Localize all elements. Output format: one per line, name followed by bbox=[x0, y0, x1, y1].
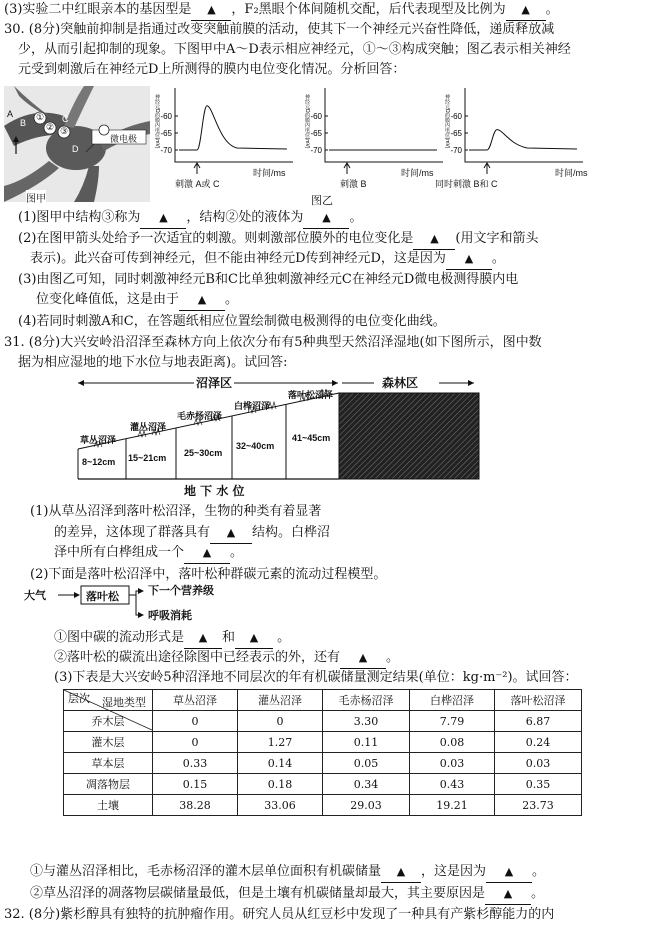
panel1-xlabel: 时间/ms bbox=[253, 168, 286, 178]
zone-4-name: 白桦沼泽 bbox=[234, 401, 271, 411]
label-B: B bbox=[20, 118, 27, 128]
axis bbox=[325, 88, 443, 162]
answer-blank[interactable]: ▲ bbox=[303, 208, 349, 229]
carbon-source: 大气 bbox=[24, 589, 46, 602]
panel3-stim: 同时刺激 B和 C bbox=[435, 179, 498, 189]
answer-blank[interactable]: ▲ bbox=[184, 628, 222, 649]
figure-jia bbox=[4, 86, 150, 205]
q30-stem-2: 少，从而引起抑制的现象。下图甲中A～D表示相应神经元，①～③构成突触；图乙表示相关神经 bbox=[18, 42, 571, 57]
carbon-flow-model bbox=[24, 586, 264, 626]
answer-blank[interactable]: ▲ bbox=[506, 0, 546, 21]
answer-blank[interactable]: ▲ bbox=[179, 290, 225, 311]
table-corner: 湿地类型 层次 bbox=[64, 690, 153, 711]
label-A: A bbox=[7, 109, 14, 119]
q31-sub1-cont: 的差异，这体现了群落具有 ▲ 结构。白桦沼 bbox=[54, 523, 330, 544]
forest-zone-title: 森林区 bbox=[382, 376, 419, 390]
col-header: 灌丛沼泽 bbox=[238, 690, 323, 711]
panel2-stim: 刺激 B bbox=[340, 179, 367, 189]
answer-blank[interactable]: ▲ bbox=[486, 862, 532, 883]
q30-sub4: (4)若同时刺激A和C，在答题纸相应位置绘制微电极测得的电位变化曲线。 bbox=[18, 314, 446, 329]
swamp-zone-title: 沼泽区 bbox=[196, 376, 233, 390]
q31-stem-1: 31. (8分)大兴安岭沿沼泽至森林方向上依次分布有5种典型天然沼泽湿地(如下图所示，图中数 bbox=[4, 335, 542, 350]
q30-sub3: (3)由图乙可知，同时刺激神经元B和C比单独刺激神经元C在神经元D微电极测得膜内电 bbox=[18, 272, 519, 287]
zone-2-depth: 15~21cm bbox=[128, 453, 167, 463]
answer-blank[interactable]: ▲ bbox=[485, 884, 531, 905]
q31-stem-2: 据为相应湿地的地下水位与地表距离)。试回答: bbox=[18, 355, 288, 370]
table-row: 草本层 0.33 0.14 0.05 0.03 0.03 bbox=[64, 753, 582, 774]
groundwater-label: 地 下 水 位 bbox=[184, 484, 245, 498]
answer-blank[interactable]: ▲ bbox=[413, 229, 455, 250]
q30-stem-1: 30. (8分)突触前抑制是指通过改变突触前膜的活动，使其下一个神经元兴奋性降低，递质释放减 bbox=[4, 22, 555, 37]
q31-sub1: (1)从草丛沼泽到落叶松沼泽，生物的种类有着显著 bbox=[30, 504, 322, 519]
q30-sub3-cont: 位变化峰值低，这是由于 ▲ 。 bbox=[36, 290, 238, 311]
figure-yi bbox=[155, 84, 645, 208]
carbon-out-respiration: 呼吸消耗 bbox=[148, 609, 192, 622]
figure-jia-caption: 图甲 bbox=[26, 190, 46, 205]
label-D: D bbox=[72, 144, 79, 154]
y-tick-label: -70 bbox=[450, 146, 462, 155]
zone-5-name: 落叶松沼泽 bbox=[288, 390, 334, 400]
carbon-node-larch: 落叶松 bbox=[86, 590, 119, 603]
zone-4-depth: 32~40cm bbox=[236, 441, 275, 451]
label-C: C bbox=[62, 114, 69, 124]
panel3-xlabel: 时间/ms bbox=[555, 168, 588, 178]
axis bbox=[175, 88, 293, 162]
q31-sub2-2: ②落叶松的碳流出途径除图中已经表示的外，还有 ▲ 。 bbox=[54, 648, 399, 669]
q30-sub2: (2)在图甲箭头处给予一次适宜的刺激。则刺激部位膜外的电位变化是 ▲ (用文字和箭头 bbox=[18, 229, 539, 250]
label-2: ② bbox=[46, 122, 55, 132]
zone-1-depth: 8~12cm bbox=[82, 457, 116, 467]
axis bbox=[465, 88, 583, 162]
answer-blank[interactable]: ▲ bbox=[140, 208, 186, 229]
y-tick-label: -65 bbox=[310, 129, 322, 138]
table-row: 灌木层 0 1.27 0.11 0.08 0.24 bbox=[64, 732, 582, 753]
panel2-xlabel: 时间/ms bbox=[401, 168, 434, 178]
table-row: 乔木层 0 0 3.30 7.79 6.87 bbox=[64, 711, 582, 732]
stimulus-arrow bbox=[484, 163, 490, 174]
carbon-storage-table bbox=[63, 689, 582, 816]
answer-blank[interactable]: ▲ bbox=[446, 249, 492, 270]
q31-sub3-1: ①与灌丛沼泽相比，毛赤杨沼泽的灌木层单位面积有机碳储量 ▲ ，这是因为 ▲ 。 bbox=[30, 862, 545, 883]
q31-sub3-2: ②草丛沼泽的凋落物层碳储量最低，但是土壤有机碳储量却最大，其主要原因是 ▲ 。 bbox=[30, 884, 544, 905]
y-axis-label: 神经元D的膜内电位(mV) bbox=[304, 94, 310, 149]
zone-2-name: 灌丛沼泽 bbox=[130, 422, 167, 432]
answer-blank[interactable]: ▲ bbox=[340, 648, 386, 669]
q31-sub2: (2)下面是落叶松沼泽中，落叶松种群碳元素的流动过程模型。 bbox=[30, 567, 387, 582]
y-tick-label: -70 bbox=[160, 146, 172, 155]
stimulus-arrow bbox=[344, 163, 350, 174]
q31-sub3: (3)下表是大兴安岭5种沼泽地不同层次的年有机碳储量测定结果(单位：kg·m⁻²)。试回答： bbox=[54, 670, 578, 685]
q31-sub2-1: ①图中碳的流动形式是 ▲ 和 ▲ 。 bbox=[54, 628, 290, 649]
y-axis-label: 神经元D的膜内电位(mV) bbox=[444, 94, 450, 149]
zone-3-depth: 25~30cm bbox=[184, 448, 223, 458]
answer-blank[interactable]: ▲ bbox=[235, 628, 273, 649]
y-tick-label: -60 bbox=[160, 112, 172, 121]
potential-curve bbox=[469, 130, 577, 150]
q29-part3-line: (3)实验二中红眼亲本的基因型是 ▲ ，F₂黑眼个体间随机交配，后代表现型及比例为 ▲ 。 bbox=[4, 0, 559, 21]
answer-blank[interactable]: ▲ bbox=[191, 0, 231, 21]
q30-sub2-cont: 表示)。此兴奋可传到神经元，但不能由神经元D传到神经元D，这是因为 ▲ 。 bbox=[30, 249, 505, 270]
wetland-diagram bbox=[64, 371, 534, 497]
zone-3-name: 毛赤杨沼泽 bbox=[177, 411, 223, 421]
y-tick-label: -65 bbox=[450, 129, 462, 138]
col-header: 毛赤杨沼泽 bbox=[323, 690, 410, 711]
table-row: 土壤 38.28 33.06 29.03 19.21 23.73 bbox=[64, 795, 582, 816]
q31-sub1-cont2: 泽中所有白桦组成一个 ▲ 。 bbox=[54, 543, 243, 564]
figure-yi-caption: 图乙 bbox=[311, 195, 333, 207]
col-header: 草丛沼泽 bbox=[153, 690, 238, 711]
answer-blank[interactable]: ▲ bbox=[210, 523, 252, 544]
y-tick-label: -60 bbox=[310, 112, 322, 121]
electrode-label: 微电极 bbox=[110, 134, 138, 144]
y-tick-label: -70 bbox=[310, 146, 322, 155]
col-header: 白桦沼泽 bbox=[410, 690, 495, 711]
y-axis-label: 神经元D的膜内电位(mV) bbox=[154, 94, 160, 149]
label-3: ③ bbox=[60, 126, 69, 136]
q30-sub1: (1)图甲中结构③称为 ▲ ，结构②处的液体为 ▲ 。 bbox=[18, 208, 362, 229]
zone-1-name: 草丛沼泽 bbox=[80, 435, 117, 445]
zone-5-depth: 41~45cm bbox=[292, 433, 331, 443]
panel1-stim: 刺激 A或 C bbox=[175, 179, 220, 189]
potential-curve bbox=[179, 106, 287, 150]
col-header: 落叶松沼泽 bbox=[495, 690, 582, 711]
stimulus-arrow bbox=[194, 163, 200, 174]
y-tick-label: -60 bbox=[450, 112, 462, 121]
answer-blank[interactable]: ▲ bbox=[381, 862, 421, 883]
label-1: ① bbox=[36, 112, 45, 122]
q30-stem-3: 元受到刺激后在神经元D上所测得的膜内电位变化情况。分析回答： bbox=[18, 62, 406, 77]
answer-blank[interactable]: ▲ bbox=[184, 543, 230, 564]
carbon-out-trophic: 下一个营养级 bbox=[148, 584, 214, 597]
y-tick-label: -65 bbox=[160, 129, 172, 138]
table-row: 凋落物层 0.15 0.18 0.34 0.43 0.35 bbox=[64, 774, 582, 795]
q32-stem-1: 32. (8分)紫杉醇具有独特的抗肿瘤作用。研究人员从红豆杉中发现了一种具有产紫杉醇能力的内 bbox=[4, 907, 555, 922]
